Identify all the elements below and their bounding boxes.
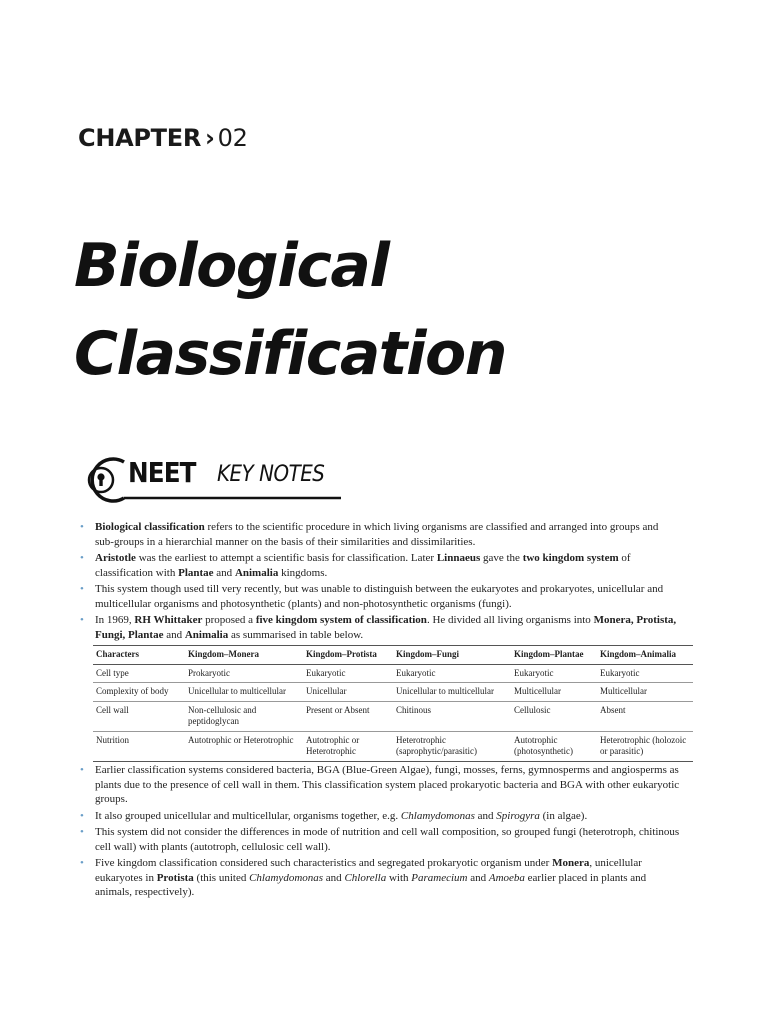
note-text: Paramecium: [411, 871, 468, 884]
note-item: [80, 825, 680, 854]
table-cell: Prokaryotic: [185, 664, 303, 683]
title-line-2: Classification: [74, 319, 506, 389]
chapter-number: 02: [217, 124, 248, 152]
table-cell: Unicellular: [303, 683, 393, 702]
note-text: This system though used till very recently, but was unable to distinguish between the eukaryotes and prokaryotes, unicellular and multicellular organisms and photosynthetic (plants) and non-photosynthetic organisms (fungi).: [95, 583, 664, 610]
chapter-heading: [78, 124, 248, 152]
table-cell: Nutrition: [93, 731, 185, 761]
chevron-right-icon: ›: [205, 124, 215, 152]
table-cell: Present or Absent: [303, 701, 393, 731]
note-text: Animalia: [234, 566, 279, 579]
note-text: This system did not consider the differences in mode of nutrition and cell wall composition, so grouped fungi (heterotroph, chitinous cell wall) with plants (autotroph, cellulosic cell wall).: [95, 826, 680, 853]
bullet-icon: •: [80, 583, 84, 595]
table-row: [93, 664, 693, 683]
note-text: Five kingdom classification considered such characteristics and segregated prokaryotic organism under: [95, 857, 553, 869]
note-text: and: [467, 871, 489, 884]
key-notes-heading: [78, 454, 348, 506]
note-text: kingdoms.: [278, 566, 328, 579]
note-text: Plantae: [178, 566, 214, 579]
note-text: and: [323, 871, 345, 884]
bullet-icon: •: [80, 521, 84, 533]
note-text: Animalia: [184, 628, 229, 641]
table-header-cell: Characters: [93, 646, 185, 665]
note-item: [80, 763, 680, 807]
note-text: of classification with: [95, 552, 631, 579]
table-cell: Autotrophic or Heterotrophic: [303, 731, 393, 761]
note-text: Aristotle: [95, 552, 136, 564]
note-text: five kingdom system of classification: [255, 614, 427, 626]
table-cell: Complexity of body: [93, 683, 185, 702]
note-text: Amoeba: [488, 871, 525, 884]
table-header-cell: Kingdom–Plantae: [511, 646, 597, 665]
note-text: It also grouped unicellular and multicellular, organisms together, e.g.: [95, 809, 401, 822]
notes-list-bottom: [80, 763, 680, 902]
table-cell: Unicellular to multicellular: [185, 683, 303, 702]
table-header-row: [93, 646, 693, 665]
note-text: . He divided all living organisms into: [426, 614, 594, 626]
note-text: RH Whittaker: [134, 614, 203, 626]
kingdom-comparison-table: [93, 645, 693, 762]
table-cell: Chitinous: [393, 701, 511, 731]
note-text: as summarised in table below.: [228, 628, 364, 641]
note-item: [80, 520, 680, 549]
table-cell: Autotrophic or Heterotrophic: [185, 731, 303, 761]
notes-list-top: [80, 520, 680, 644]
note-item: [80, 809, 680, 824]
table-header-cell: Kingdom–Protista: [303, 646, 393, 665]
note-text: earlier placed in plants and animals, respectively).: [95, 871, 647, 898]
chapter-label: CHAPTER: [78, 124, 202, 152]
note-text: Chlamydomonas: [400, 809, 475, 822]
bullet-icon: •: [80, 614, 84, 626]
page-title: [74, 222, 506, 398]
bullet-icon: •: [80, 809, 84, 822]
note-text: was the earliest to attempt a scientific basis for classification. Later: [135, 552, 437, 564]
note-text: and: [163, 628, 185, 641]
key-notes-label: KEY NOTES: [217, 462, 325, 487]
note-text: and: [213, 566, 235, 579]
note-item: [80, 856, 680, 900]
table-header-cell: Kingdom–Animalia: [597, 646, 693, 665]
table-cell: Unicellular to multicellular: [393, 683, 511, 702]
note-text: Protista: [156, 871, 194, 884]
note-item: [80, 582, 680, 611]
table-cell: Non-cellulosic and peptidoglycan: [185, 701, 303, 731]
note-text: Earlier classification systems considered bacteria, BGA (Blue-Green Algae), fungi, mosses, ferns, gymnosperms and angiosperms as plants due to the presence of cell wall in them. This classification system placed prokaryotic bacteria and BGA with other eukaryotic groups.: [95, 764, 680, 805]
table-cell: Eukaryotic: [393, 664, 511, 683]
table-cell: Cell type: [93, 664, 185, 683]
note-text: proposed a: [202, 614, 256, 626]
table-cell: Heterotrophic (saprophytic/parasitic): [393, 731, 511, 761]
table-cell: Eukaryotic: [303, 664, 393, 683]
table-header-cell: Kingdom–Monera: [185, 646, 303, 665]
note-text: and: [474, 809, 497, 822]
table-cell: Multicellular: [511, 683, 597, 702]
neet-label: NEET: [128, 456, 196, 489]
table-cell: Eukaryotic: [511, 664, 597, 683]
table-cell: Multicellular: [597, 683, 693, 702]
note-text: Biological classification: [95, 521, 205, 533]
table-cell: Heterotrophic (holozoic or parasitic): [597, 731, 693, 761]
note-text: Monera, Protista, Fungi, Plantae: [95, 614, 677, 641]
note-item: [80, 551, 680, 580]
bullet-icon: •: [80, 552, 84, 564]
note-text: refers to the scientific procedure in which living organisms are classified and arranged into groups and sub-groups in a hierarchial manner on the basis of their similarities and dissimilarities.: [95, 521, 659, 548]
table-row: [93, 701, 693, 731]
table-cell: Cellulosic: [511, 701, 597, 731]
note-item: [80, 613, 680, 642]
note-text: (in algae).: [539, 809, 588, 822]
note-text: two kingdom system: [522, 552, 619, 564]
note-text: with: [386, 871, 412, 884]
note-text: Chlorella: [344, 871, 387, 884]
table-cell: Autotrophic (photosynthetic): [511, 731, 597, 761]
title-line-1: Biological: [74, 231, 389, 301]
note-text: (this united: [193, 871, 250, 884]
table-row: [93, 683, 693, 702]
note-text: Chlamydomonas: [249, 871, 324, 884]
bullet-icon: •: [80, 764, 84, 776]
note-text: Linnaeus: [436, 552, 481, 564]
table-cell: Eukaryotic: [597, 664, 693, 683]
note-text: Spirogyra: [496, 809, 540, 822]
note-text: , unicellular eukaryotes in: [95, 857, 642, 884]
bullet-icon: •: [80, 857, 84, 869]
note-text: Monera: [552, 857, 590, 869]
table-cell: Cell wall: [93, 701, 185, 731]
bullet-icon: •: [80, 826, 84, 838]
table-cell: Absent: [597, 701, 693, 731]
table-row: [93, 731, 693, 761]
note-text: In 1969,: [95, 614, 135, 626]
note-text: gave the: [480, 552, 523, 564]
table-header-cell: Kingdom–Fungi: [393, 646, 511, 665]
